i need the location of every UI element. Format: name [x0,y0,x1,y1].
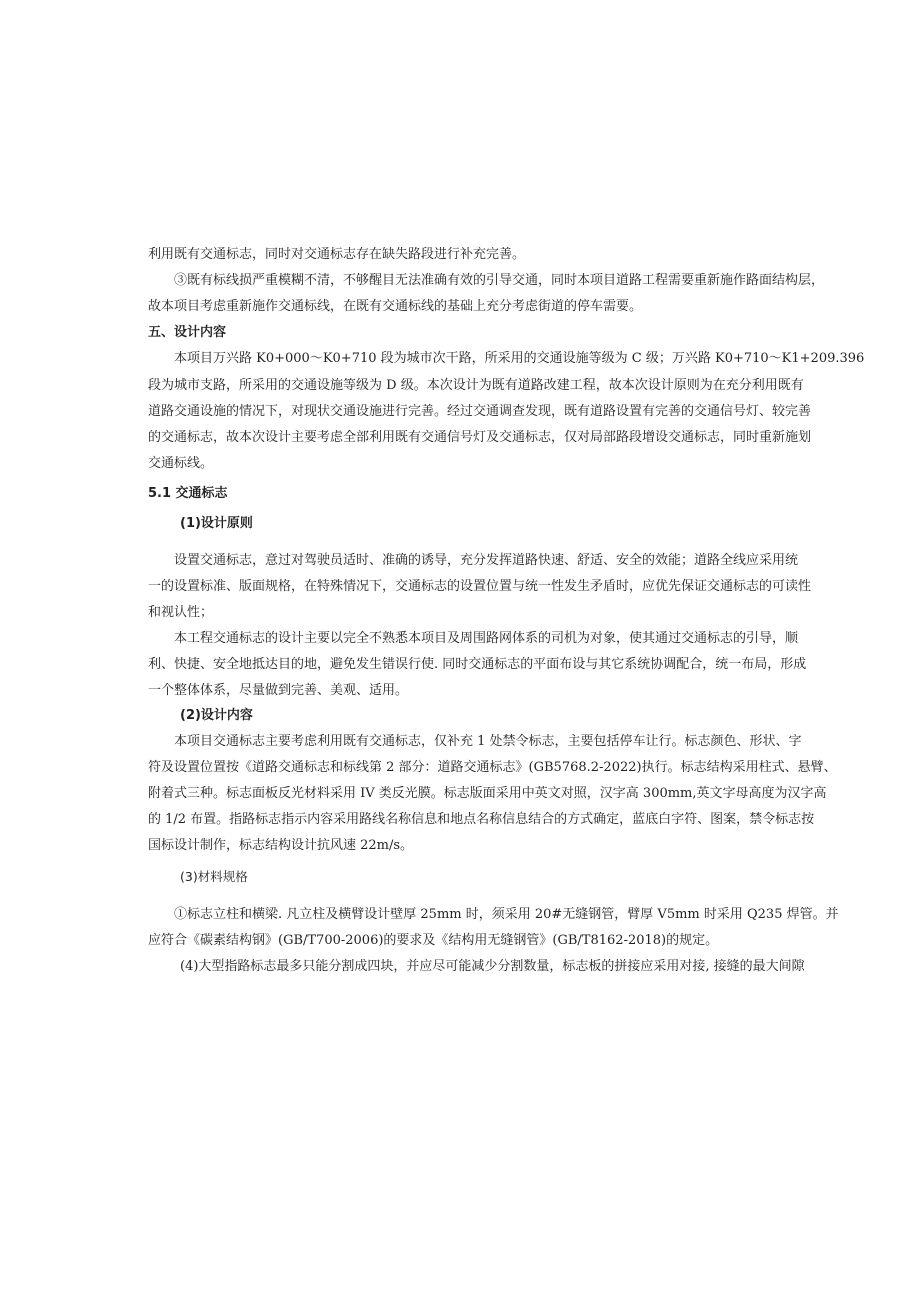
subsection-heading: 5.1 交通标志 [148,486,228,501]
paragraph-line: 段为城市支路，所采用的交通设施等级为 D 级。本次设计为既有道路改建工程，故本次设计原则为在充分利用既有 [148,378,804,393]
paragraph-line: 的 1/2 布置。指路标志指示内容采用路线名称信息和地点名称信息结合的方式确定，蓝底白字符、图案，禁令标志按 [148,812,815,827]
paragraph-line: 国标设计制作，标志结构设计抗风速 22m∕s。 [148,838,414,853]
paragraph-line: 设置交通标志，意过对驾驶员适时、准确的诱导，充分发挥道路快速、舒适、安全的效能；道路全线应采用统 [174,553,799,568]
paragraph-line: ③既有标线损严重模糊不清，不够醒目无法准确有效的引导交通，同时本项目道路工程需要重新施作路面结构层， [174,273,825,288]
paragraph-line: 和视认性； [148,605,214,620]
paragraph-line: 一的设置标准、版面规格，在特殊情况下，交通标志的设置位置与统一性发生矛盾时，应优先保证交通标志的可读性 [148,579,812,594]
paragraph-line: 利、快捷、安全地抵达目的地，避免发生错误行使. 同时交通标志的平面布设与其它系统协调配合，统一布局，形成 [148,657,807,672]
subheading-design-principle: (1)设计原则 [180,516,253,531]
paragraph-line: 应符合《碳素结构钢》(GB/T700-2006)的要求及《结构用无缝钢管》(GB/T8162-2018)的规定。 [148,933,719,948]
paragraph-line: 本工程交通标志的设计主要以完全不熟悉本项目及周围路网体系的司机为对象，使其通过交通标志的引导，顺 [174,631,799,646]
paragraph-line: 利用既有交通标志，同时对交通标志存在缺失路段进行补充完善。 [148,247,526,262]
section-heading: 五、设计内容 [148,325,227,340]
paragraph-line: 一个整体体系，尽量做到完善、美观、适用。 [148,683,409,698]
paragraph-line: 附着式三种。标志面板反光材料采用 IV 类反光膜。标志版面采用中英文对照，汉字高 300mm,英文字母高度为汉字高 [148,786,827,801]
subheading-design-content: (2)设计内容 [180,708,253,723]
paragraph-line: 的交通标志，故本次设计主要考虑全部利用既有交通信号灯及交通标志，仅对局部路段增设交通标志，同时重新施划 [148,430,812,445]
paragraph-line: 故本项目考虑重新施作交通标线，在既有交通标线的基础上充分考虑街道的停车需要。 [148,299,643,314]
paragraph-line: 道路交通设施的情况下，对现状交通设施进行完善。经过交通调查发现，既有道路设置有完善的交通信号灯、较完善 [148,404,812,419]
paragraph-line: 交通标线。 [148,456,214,471]
paragraph-line: 符及设置位置按《道路交通标志和标线第 2 部分：道路交通标志》(GB5768.2-2022)执行。标志结构采用柱式、悬臂、 [148,760,837,775]
paragraph-line: 本项目交通标志主要考虑利用既有交通标志，仅补充 1 处禁令标志，主要包括停车让行。标志颜色、形状、字 [174,734,802,749]
paragraph-line: ①标志立柱和横梁. 凡立柱及横臂设计壁厚 25mm 时，须采用 20#无缝钢管，臂厚 V5mm 时采用 Q235 焊管。并 [174,907,839,922]
subheading-material-spec: (3)材料规格 [180,869,248,884]
paragraph-line: 本项目万兴路 K0+000～K0+710 段为城市次干路，所采用的交通设施等级为 C 级；万兴路 K0+710～K1+209.396 [174,351,865,366]
paragraph-line: (4)大型指路标志最多只能分割成四块，并应尽可能减少分割数量，标志板的拼接应采用对接, 接缝的最大间隙 [180,959,805,974]
